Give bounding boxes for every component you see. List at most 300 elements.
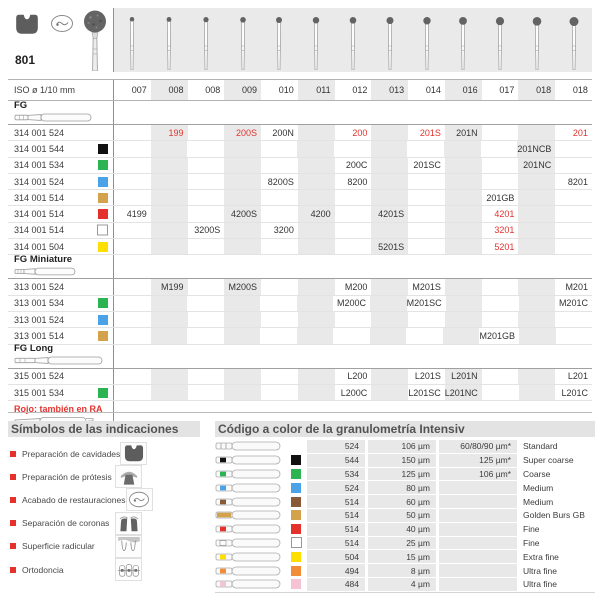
bur-table-row xyxy=(8,369,592,385)
grit-row xyxy=(215,509,595,522)
bur-ref-cell-col-12 xyxy=(518,369,555,384)
grit-square-cell xyxy=(285,537,307,548)
indication-label: Preparación de prótesis xyxy=(22,471,112,482)
bur-ref-cell-col-13 xyxy=(555,206,592,221)
bur-image-col-1 xyxy=(114,8,151,72)
grit-row xyxy=(215,495,595,508)
cavity-prep-icon xyxy=(14,13,40,41)
indication-item xyxy=(8,465,200,488)
bur-ref-cell-col-11: M201GB xyxy=(479,330,515,341)
grit-color-square-red xyxy=(291,524,301,534)
grit-extra-size xyxy=(439,495,517,508)
iso-value-col-11: 017 xyxy=(499,85,515,95)
section-header-spacer xyxy=(114,101,592,124)
grit-glyph-cell xyxy=(215,578,285,590)
grit-glyph-cell xyxy=(215,551,285,563)
iso-value-col-8: 013 xyxy=(371,80,408,100)
grit-name: Standard xyxy=(523,441,558,452)
bur-ref-cell-col-1: 4199 xyxy=(126,209,147,220)
bur-image-col-3 xyxy=(188,8,225,72)
product-header-card xyxy=(8,8,114,72)
bur-ref-cell-col-4: 4200S xyxy=(224,206,261,221)
bur-ref-cell-col-6 xyxy=(297,328,334,343)
grit-code: 544 xyxy=(307,454,365,467)
bur-table-row xyxy=(8,239,592,255)
bur-ref-cell-col-3 xyxy=(188,279,225,294)
bur-ref-cell-col-3 xyxy=(188,206,225,221)
bur-ref-cell-col-9 xyxy=(407,141,444,156)
symbols-list xyxy=(8,442,200,581)
iso-value-col-10: 016 xyxy=(445,80,482,100)
grit-table xyxy=(215,440,595,593)
bur-ref-cell-col-3 xyxy=(188,190,225,205)
order-code: 314 001 524 xyxy=(14,127,65,138)
bur-ref-cell-col-9 xyxy=(408,190,445,205)
grit-extra-size: 60/80/90 µm* xyxy=(439,440,517,453)
bur-ref-cell-col-12 xyxy=(518,312,555,327)
grit-code: 484 xyxy=(307,578,365,591)
order-code: 313 001 524 xyxy=(14,314,65,325)
bur-ref-cell-col-8 xyxy=(371,158,408,173)
bur-ref-cell-col-1 xyxy=(114,223,151,238)
bur-ref-cell-col-12 xyxy=(518,239,555,254)
grit-code: 514 xyxy=(307,509,365,522)
grit-row xyxy=(215,523,595,536)
bur-ref-cell-col-13 xyxy=(555,239,592,254)
bur-ref-cell-col-1 xyxy=(114,125,151,140)
order-code-label xyxy=(8,158,114,173)
bur-ref-cell-col-13 xyxy=(556,328,593,343)
section-header-mini xyxy=(8,255,592,279)
bur-ref-cell-col-2 xyxy=(151,158,188,173)
bur-ref-cell-col-2 xyxy=(151,239,188,254)
iso-value-col-12: 018 xyxy=(518,80,555,100)
grit-name: Fine xyxy=(523,524,540,535)
bur-ref-cell-col-2 xyxy=(151,385,188,400)
red-bullet xyxy=(10,520,16,526)
indication-item xyxy=(8,442,200,465)
grit-bur-glyph xyxy=(215,482,283,494)
bur-ref-cell-col-3 xyxy=(188,385,225,400)
bur-ref-cell-col-8 xyxy=(371,125,408,140)
grit-panel-title: Código a color de la granulometría Intensiv xyxy=(215,421,595,437)
bur-ref-cell-col-5 xyxy=(260,328,297,343)
bur-ref-cell-col-4 xyxy=(224,174,261,189)
bur-ref-cell-col-5: 8200S xyxy=(267,176,294,187)
bur-ref-cell-col-4 xyxy=(224,385,261,400)
grit-size: 106 µm xyxy=(368,440,436,453)
grit-color-square-red xyxy=(98,209,108,219)
grit-color-square-black xyxy=(98,144,108,154)
red-bullet xyxy=(10,567,16,573)
grit-color-square-orange xyxy=(291,566,301,576)
grit-row xyxy=(215,550,595,563)
prosthesis-prep-icon xyxy=(115,465,142,488)
bur-ref-cell-col-3 xyxy=(187,141,224,156)
small-bur-icon xyxy=(522,12,552,70)
bur-ref-cell-col-8 xyxy=(371,190,408,205)
small-bur-icon xyxy=(559,12,589,70)
grit-square-cell xyxy=(285,483,307,493)
bur-ref-cell-col-13: M201 xyxy=(565,282,588,293)
bur-ref-cell-col-11: 4201 xyxy=(494,209,515,220)
bur-ref-cell-col-7: 8200 xyxy=(347,176,368,187)
bur-table-row xyxy=(8,141,592,157)
iso-value-col-4: 009 xyxy=(224,80,261,100)
grit-color-square-yellow xyxy=(98,242,108,252)
grit-glyph-cell xyxy=(215,454,285,466)
bur-ref-cell-col-3 xyxy=(188,174,225,189)
bur-ref-cell-col-7: L200 xyxy=(347,371,368,382)
bur-ref-cell-col-9 xyxy=(408,206,445,221)
bur-ref-cell-col-1 xyxy=(114,369,151,384)
order-code: 314 001 504 xyxy=(14,241,65,252)
bur-ref-cell-col-5 xyxy=(261,312,298,327)
bur-ref-cell-col-11 xyxy=(482,279,519,294)
bur-ref-cell-col-7: M200 xyxy=(344,282,368,293)
grit-name: Ultra fine xyxy=(523,579,558,590)
grit-code: 514 xyxy=(307,495,365,508)
order-code: 315 001 534 xyxy=(14,387,65,398)
bur-ref-cell-col-9 xyxy=(408,312,445,327)
bur-ref-cell-col-11 xyxy=(482,125,519,140)
restoration-finishing-icon xyxy=(47,13,77,39)
section-bur-glyph xyxy=(14,266,78,279)
grit-size: 8 µm xyxy=(368,564,436,577)
grit-size: 60 µm xyxy=(368,495,436,508)
grit-size: 125 µm xyxy=(368,468,436,481)
order-code-label xyxy=(8,206,114,221)
section-title: FG Long xyxy=(14,343,54,355)
bur-ref-cell-col-2: 199 xyxy=(151,125,188,140)
grit-extra-size: 106 µm* xyxy=(439,468,517,481)
grit-square-cell xyxy=(285,455,307,465)
bur-ref-cell-col-9 xyxy=(408,239,445,254)
bur-ref-cell-col-6 xyxy=(298,279,335,294)
bur-ref-cell-col-2 xyxy=(151,223,188,238)
bur-ref-cell-col-12: 201NC xyxy=(518,158,555,173)
grit-square-cell xyxy=(285,497,307,507)
bur-ref-cell-col-4 xyxy=(224,190,261,205)
indication-label: Acabado de restauraciones xyxy=(22,494,126,505)
bur-ref-cell-col-13 xyxy=(555,223,592,238)
bur-ref-cell-col-10 xyxy=(445,174,482,189)
grit-glyph-cell xyxy=(215,523,285,535)
bur-ref-cell-col-10 xyxy=(445,158,482,173)
bur-image-col-5 xyxy=(261,8,298,72)
grit-glyph-cell xyxy=(215,482,285,494)
grit-bur-glyph xyxy=(215,551,283,563)
grit-color-panel xyxy=(215,421,595,593)
fg-miniature-bur-glyph xyxy=(14,266,78,277)
restoration-finishing-icon xyxy=(126,488,153,511)
bur-ref-cell-col-3 xyxy=(188,369,225,384)
symbols-panel-title: Símbolos de las indicaciones xyxy=(8,421,200,437)
bur-ref-cell-col-3 xyxy=(187,296,224,311)
section-bur-glyph xyxy=(14,355,104,368)
bur-ref-cell-col-11 xyxy=(482,174,519,189)
small-bur-icon xyxy=(191,12,221,70)
order-code-label xyxy=(8,385,114,400)
grit-size: 150 µm xyxy=(368,454,436,467)
bur-ref-cell-col-13: L201 xyxy=(567,371,588,382)
crown-separation-icon xyxy=(115,512,142,535)
order-code: 313 001 524 xyxy=(14,282,65,293)
section-header-long xyxy=(8,345,592,369)
bur-ref-cell-col-5 xyxy=(261,206,298,221)
small-bur-icon xyxy=(448,12,478,70)
bur-ref-cell-col-10: 201N xyxy=(445,125,482,140)
bur-ref-cell-col-1 xyxy=(114,141,151,156)
bur-image-col-6 xyxy=(298,8,335,72)
bur-ref-cell-col-8 xyxy=(371,385,408,400)
bur-ref-cell-col-11 xyxy=(481,141,518,156)
bur-ref-cell-col-6 xyxy=(298,223,335,238)
order-code-label xyxy=(8,223,114,238)
grit-extra-size xyxy=(439,481,517,494)
small-bur-icon xyxy=(338,12,368,70)
grit-code: 534 xyxy=(307,468,365,481)
bur-image-col-9 xyxy=(408,8,445,72)
order-code: 314 001 534 xyxy=(14,160,65,171)
grit-code: 504 xyxy=(307,550,365,563)
bur-ref-cell-col-11: 5201 xyxy=(494,241,515,252)
grit-name: Medium xyxy=(523,482,554,493)
bur-ref-cell-col-5 xyxy=(260,296,297,311)
grit-bur-glyph xyxy=(215,509,283,521)
order-code-label xyxy=(8,125,114,140)
order-code: 313 001 534 xyxy=(14,298,65,309)
bur-ref-cell-col-2 xyxy=(151,312,188,327)
indication-label: Preparación de cavidades xyxy=(22,448,121,459)
order-code-label xyxy=(8,239,114,254)
indication-item xyxy=(8,488,200,511)
bur-ref-cell-col-5: 200N xyxy=(272,127,294,138)
bur-ref-cell-col-1 xyxy=(114,312,151,327)
grit-size: 4 µm xyxy=(368,578,436,591)
bur-ref-cell-col-2 xyxy=(151,190,188,205)
grit-glyph-cell xyxy=(215,496,285,508)
bur-ref-cell-col-11 xyxy=(482,158,519,173)
bur-ref-cell-col-3 xyxy=(187,328,224,343)
bur-ref-cell-col-9: 201S xyxy=(419,127,441,138)
bur-ref-cell-col-10 xyxy=(445,239,482,254)
bur-ref-cell-col-5 xyxy=(261,158,298,173)
bur-ref-cell-col-5 xyxy=(261,279,298,294)
bur-ref-cell-col-12 xyxy=(518,223,555,238)
root-surface-icon xyxy=(115,535,142,558)
bur-ref-cell-col-6: 4200 xyxy=(298,206,335,221)
bur-ref-cell-col-4 xyxy=(224,158,261,173)
bur-ref-cell-col-4: 200S xyxy=(224,125,261,140)
bur-image-col-8 xyxy=(371,8,408,72)
bur-ref-cell-col-6 xyxy=(297,296,334,311)
bur-ref-cell-col-7 xyxy=(335,312,372,327)
bur-ref-cell-col-1 xyxy=(114,239,151,254)
section-bur-glyph xyxy=(14,112,94,125)
bur-table-row xyxy=(8,223,592,239)
bur-ref-cell-col-6 xyxy=(298,239,335,254)
section-title: FG xyxy=(14,99,28,111)
grit-code: 494 xyxy=(307,564,365,577)
grit-extra-size xyxy=(439,550,517,563)
red-bullet xyxy=(10,474,16,480)
bur-ref-cell-col-11 xyxy=(482,312,519,327)
grit-glyph-cell xyxy=(215,537,285,549)
iso-value-col-13: 018 xyxy=(572,85,588,95)
bur-ref-cell-col-5 xyxy=(261,239,298,254)
grit-name: Extra fine xyxy=(523,551,559,562)
bur-ref-cell-col-9 xyxy=(406,328,443,343)
bur-ref-cell-col-3 xyxy=(188,239,225,254)
section-header-label xyxy=(8,101,114,124)
grit-square-cell xyxy=(285,524,307,534)
grit-code: 514 xyxy=(307,537,365,550)
bur-ref-cell-col-10 xyxy=(445,223,482,238)
bur-ref-cell-col-7: M200C xyxy=(337,298,367,309)
grit-extra-size xyxy=(439,523,517,536)
bur-ref-cell-col-10 xyxy=(445,312,482,327)
grit-bur-glyph xyxy=(215,496,283,508)
grit-square-cell xyxy=(285,552,307,562)
bur-ref-cell-col-6 xyxy=(298,369,335,384)
fg-bur-glyph xyxy=(14,112,94,123)
red-note-text: Rojo: también en RA xyxy=(14,403,103,414)
bur-ref-cell-col-13: 8201 xyxy=(567,176,588,187)
order-code: 314 001 544 xyxy=(14,143,65,154)
grit-extra-size: 125 µm* xyxy=(439,454,517,467)
bur-ref-cell-col-3 xyxy=(188,125,225,140)
bur-image-col-2 xyxy=(151,8,188,72)
small-bur-icon xyxy=(301,12,331,70)
bur-ref-cell-col-4 xyxy=(224,141,261,156)
bur-ref-cell-col-3 xyxy=(188,312,225,327)
red-bullet xyxy=(10,543,16,549)
grit-square-cell xyxy=(285,579,307,589)
bur-ref-cell-col-6 xyxy=(298,190,335,205)
bur-ref-cell-col-2 xyxy=(151,174,188,189)
bur-ref-cell-col-12 xyxy=(519,328,556,343)
bur-ref-cell-col-13: L201C xyxy=(561,387,589,398)
grit-square-cell xyxy=(285,469,307,479)
grit-bur-glyph xyxy=(215,523,283,535)
indication-label: Ortodoncia xyxy=(22,564,64,575)
bur-ref-cell-col-4 xyxy=(224,369,261,384)
grit-color-square-brown xyxy=(291,497,301,507)
order-code-label xyxy=(8,190,114,205)
bur-table-row xyxy=(8,385,592,401)
order-code-label xyxy=(8,328,114,343)
grit-bur-glyph xyxy=(215,454,283,466)
bur-ref-cell-col-8 xyxy=(371,312,408,327)
bur-ref-cell-col-6 xyxy=(298,312,335,327)
grit-color-square-black xyxy=(291,455,301,465)
grit-glyph-cell xyxy=(215,565,285,577)
grit-color-square-green xyxy=(98,298,108,308)
grit-row xyxy=(215,578,595,591)
small-bur-icon xyxy=(375,12,405,70)
indication-item xyxy=(8,535,200,558)
order-code-label xyxy=(8,174,114,189)
bur-ref-cell-col-1 xyxy=(114,174,151,189)
grit-color-square-pink xyxy=(291,579,301,589)
grit-glyph-cell xyxy=(215,509,285,521)
grit-code: 524 xyxy=(307,481,365,494)
grit-color-square-blue xyxy=(291,483,301,493)
bur-table-row xyxy=(8,296,592,312)
bur-size-strip xyxy=(114,8,592,72)
iso-size-row xyxy=(8,79,592,101)
bur-image-col-11 xyxy=(482,8,519,72)
bur-ref-cell-col-10 xyxy=(445,190,482,205)
bur-ref-cell-col-8 xyxy=(370,296,407,311)
bur-ref-cell-col-13 xyxy=(555,190,592,205)
bur-table-row xyxy=(8,328,592,344)
indication-mini-icons xyxy=(14,13,77,41)
bur-ref-cell-col-8 xyxy=(371,174,408,189)
grit-extra-size xyxy=(439,578,517,591)
section-header-label xyxy=(8,345,114,368)
bur-ref-cell-col-11 xyxy=(482,296,519,311)
bur-ref-cell-col-4 xyxy=(224,312,261,327)
bur-ref-cell-col-6 xyxy=(298,385,335,400)
bur-ref-cell-col-9: M201S xyxy=(412,282,441,293)
table-rows xyxy=(8,79,592,431)
iso-value-col-6: 011 xyxy=(298,80,335,100)
section-header-spacer xyxy=(114,255,592,278)
bur-ref-cell-col-10 xyxy=(446,296,483,311)
iso-value-col-3: 008 xyxy=(205,85,221,95)
grit-row xyxy=(215,454,595,467)
small-bur-icon xyxy=(154,12,184,70)
cavity-prep-icon xyxy=(120,442,147,465)
bur-ref-cell-col-3 xyxy=(188,158,225,173)
indication-label: Superficie radicular xyxy=(22,541,95,552)
bur-ref-cell-col-5 xyxy=(261,369,298,384)
bur-ref-cell-col-3: 3200S xyxy=(194,225,221,236)
bur-ref-cell-col-9: L201SC xyxy=(408,387,441,398)
bur-ref-cell-col-1 xyxy=(114,385,151,400)
bur-ref-cell-col-13 xyxy=(555,141,592,156)
grit-row xyxy=(215,481,595,494)
bur-ref-cell-col-10 xyxy=(445,279,482,294)
small-bur-icon xyxy=(264,12,294,70)
grit-name: Coarse xyxy=(523,468,551,479)
bur-ref-cell-col-5 xyxy=(261,385,298,400)
bur-table-row xyxy=(8,190,592,206)
grit-bur-glyph xyxy=(215,537,283,549)
grit-bur-glyph xyxy=(215,578,283,590)
bur-ref-cell-col-6 xyxy=(298,158,335,173)
grit-bur-glyph xyxy=(215,565,283,577)
bur-ref-cell-col-12 xyxy=(519,296,556,311)
bur-ref-cell-col-2 xyxy=(151,206,188,221)
grit-color-square-gold xyxy=(98,193,108,203)
bur-ref-cell-col-8 xyxy=(371,369,408,384)
bur-ref-cell-col-7 xyxy=(333,328,370,343)
section-header-spacer xyxy=(114,345,592,368)
bur-ref-cell-col-2 xyxy=(151,328,188,343)
bur-ref-cell-col-8: 5201S xyxy=(371,239,408,254)
product-code: 801 xyxy=(15,53,36,67)
bur-ref-cell-col-11 xyxy=(482,369,519,384)
symbols-panel xyxy=(8,421,200,581)
bur-ref-cell-col-7 xyxy=(335,239,372,254)
bur-ref-cell-col-1 xyxy=(114,279,151,294)
bur-ref-cell-col-13: 201 xyxy=(572,127,588,138)
grit-row xyxy=(215,440,595,453)
bur-ref-cell-col-8 xyxy=(371,279,408,294)
